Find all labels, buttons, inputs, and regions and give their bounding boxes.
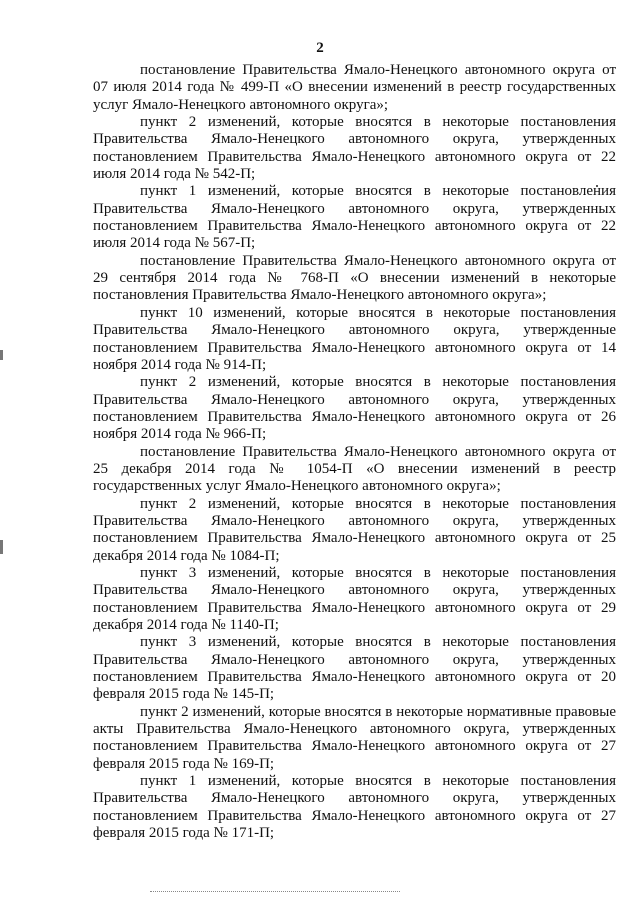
scan-edge-mark — [0, 350, 3, 360]
list-item: пункт 10 изменений, которые вносятся в некоторые постановления Правительства Ямало-Ненецкого автономного округа, утвержденные постановлением Правительства Ямало-Ненецкого автономного округа от 14 ноября 2014 года № 914-П; — [93, 304, 616, 373]
list-item: постановление Правительства Ямало-Ненецкого автономного округа от 25 декабря 2014 года № 1054-П «О внесении изменений в реестр государственных услуг Ямало-Ненецкого автономного округа»; — [93, 443, 616, 495]
list-item: пункт 1 изменений, которые вносятся в некоторые постановления Правительства Ямало-Ненецкого автономного округа, утвержденных постановлением Правительства Ямало-Ненецкого автономного округа от 22 июля 2014 года № 567-П; — [93, 183, 616, 252]
list-item: пункт 3 изменений, которые вносятся в некоторые постановления Правительства Ямало-Ненецкого автономного округа, утвержденных постановлением Правительства Ямало-Ненецкого автономного округа от 29 декабря 2014 года № 1140-П; — [93, 564, 616, 633]
list-item: пункт 2 изменений, которые вносятся в некоторые постановления Правительства Ямало-Ненецкого автономного округа, утвержденных постановлением Правительства Ямало-Ненецкого автономного округа от 26 ноября 2014 года № 966-П; — [93, 374, 616, 443]
list-item: постановление Правительства Ямало-Ненецкого автономного округа от 07 июля 2014 года № 499-П «О внесении изменений в реестр государственных услуг Ямало-Ненецкого автономного округа»; — [93, 62, 616, 113]
list-item: постановление Правительства Ямало-Ненецкого автономного округа от 29 сентября 2014 года № 768-П «О внесении изменений в некоторые постановления Правительства Ямало-Ненецкого автономного округа»; — [93, 252, 616, 304]
scan-bottom-mark — [150, 891, 400, 892]
page-number: 2 — [316, 40, 324, 56]
list-item: пункт 1 изменений, которые вносятся в некоторые постановления Правительства Ямало-Ненецкого автономного округа, утвержденных постановлением Правительства Ямало-Ненецкого автономного округа от 27 февраля 2015 года № 171-П; — [93, 773, 616, 842]
scan-edge-mark — [0, 540, 3, 554]
list-item: пункт 2 изменений, которые вносятся в некоторые постановления Правительства Ямало-Ненецкого автономного округа, утвержденных постановлением Правительства Ямало-Ненецкого автономного округа от 22 июля 2014 года № 542-П; — [93, 114, 616, 183]
list-item: пункт 2 изменений, которые вносятся в некоторые постановления Правительства Ямало-Ненецкого автономного округа, утвержденных постановлением Правительства Ямало-Ненецкого автономного округа от 25 декабря 2014 года № 1084-П; — [93, 495, 616, 564]
list-item: пункт 2 изменений, которые вносятся в некоторые нормативные правовые акты Правительства Ямало-Ненецкого автономного округа, утвержденных постановлением Правительства Ямало-Ненецкого автономного округа от 27 февраля 2015 года № 169-П; — [93, 703, 616, 772]
list-item: пункт 3 изменений, которые вносятся в некоторые постановления Правительства Ямало-Ненецкого автономного округа, утвержденных постановлением Правительства Ямало-Ненецкого автономного округа от 20 февраля 2015 года № 145-П; — [93, 634, 616, 703]
document-body — [93, 62, 616, 842]
